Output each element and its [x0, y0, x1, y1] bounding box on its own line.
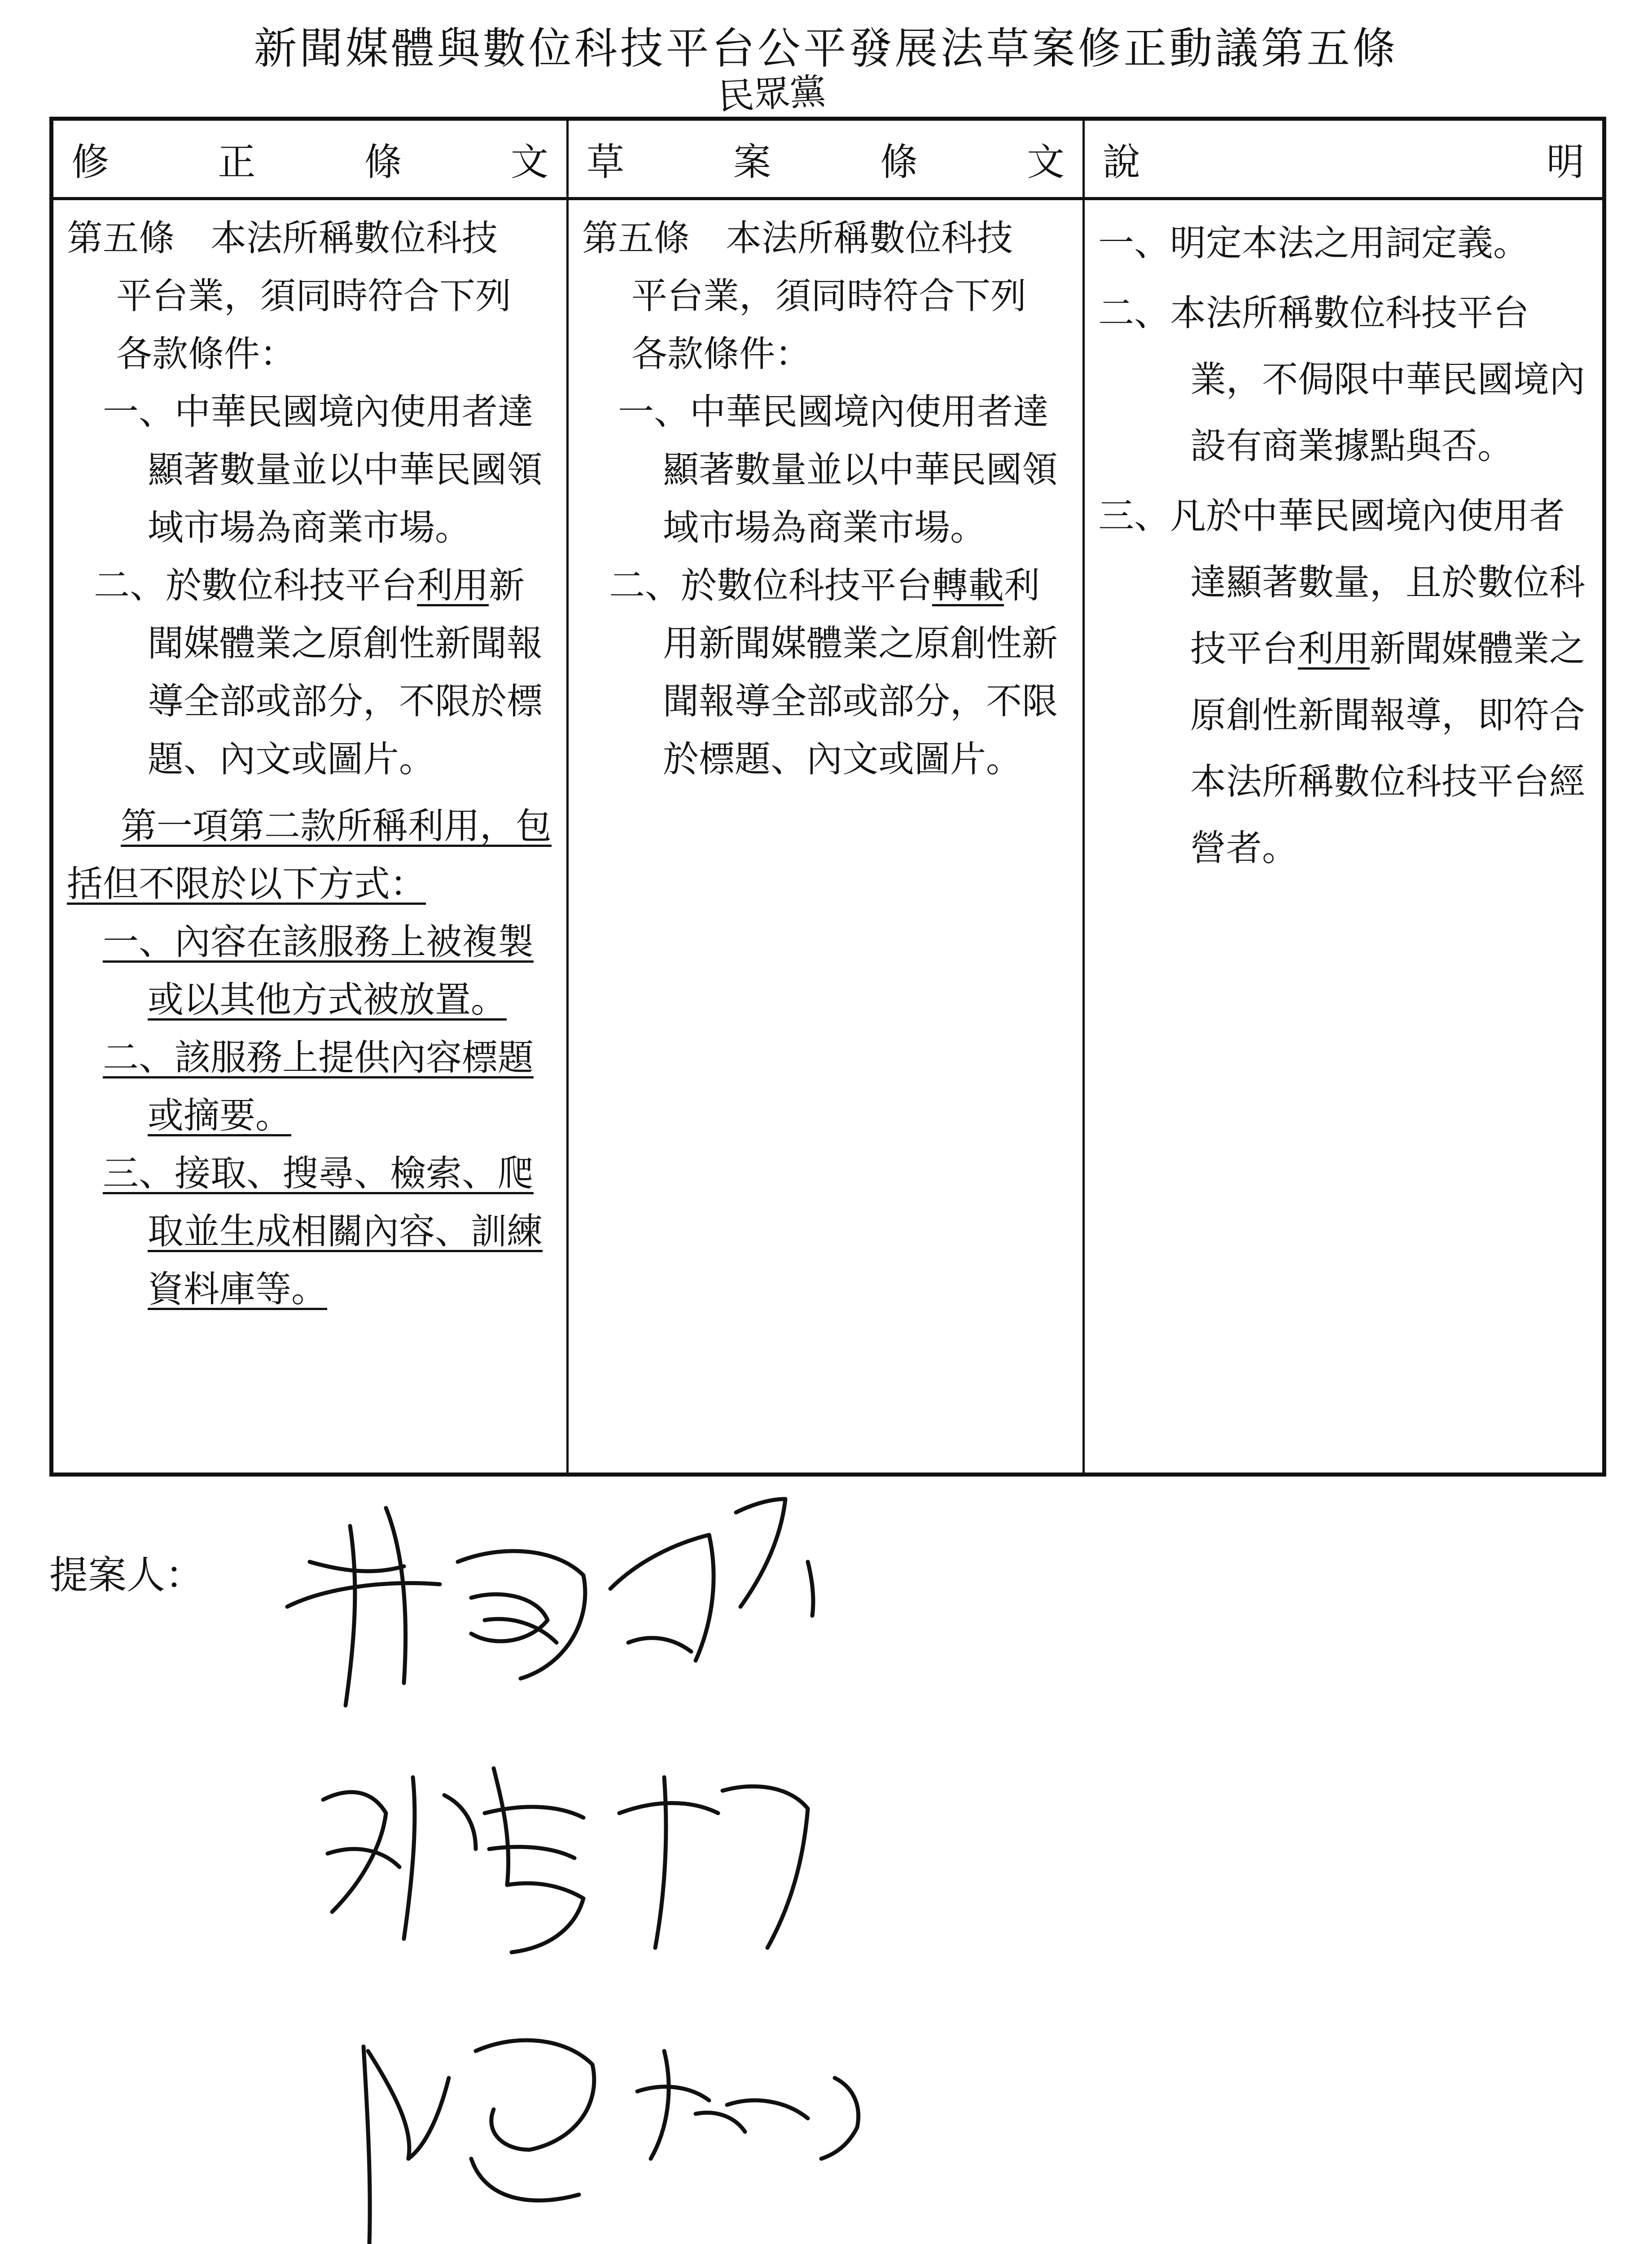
underlined-change: 轉載: [932, 565, 1004, 606]
draft-item-2: 二、於數位科技平台轉載利用新聞媒體業之原創性新聞報導全部或部分，不限於標題、內文或圖片。: [609, 565, 1058, 780]
explanation-2: 二、本法所稱數位科技平台業，不侷限中華民國境內設有商業據點與否。: [1098, 292, 1585, 467]
amended-text-cell: [52, 199, 568, 1475]
amended-line-1: 第五條 本法所稱數位科技: [67, 217, 498, 259]
party-handwritten-note: 民眾黨: [717, 70, 827, 118]
amended-item-1: 一、中華民國境內使用者達顯著數量並以中華民國領域市場為商業市場。: [103, 391, 543, 548]
table-header-row: [52, 119, 1604, 199]
proposer-label: 提案人：: [49, 1553, 204, 1598]
underlined-change: 利用: [1298, 628, 1370, 670]
amended-line-3: 各款條件：: [116, 333, 296, 375]
header-amended: 修 正 條 文: [52, 119, 568, 199]
underlined-change: 利用: [417, 565, 489, 606]
comparison-table: [49, 117, 1606, 1477]
explanation-1: 一、明定本法之用詞定義。: [1098, 222, 1529, 264]
table-body-row: [52, 199, 1604, 1475]
amended-line-2: 平台業，須同時符合下列: [116, 275, 511, 317]
signature-2: [296, 1750, 835, 1966]
signature-3: [323, 1997, 907, 2244]
amended-subitem-2: 二、該服務上提供內容標題或摘要。: [103, 1037, 534, 1136]
header-explanation: 說 明: [1084, 119, 1604, 199]
amended-paragraph-2: 第一項第二款所稱利用，包括但不限於以下方式：: [67, 805, 552, 905]
draft-line-2: 平台業，須同時符合下列: [631, 275, 1026, 317]
document-title: 新聞媒體與數位科技平台公平發展法草案修正動議第五條: [254, 23, 1398, 74]
draft-text-cell: [568, 199, 1084, 1475]
explanation-text-cell: [1084, 199, 1604, 1475]
explanation-3: 三、凡於中華民國境內使用者達顯著數量，且於數位科技平台利用新聞媒體業之原創性新聞報導，即符合本法所稱數位科技平台經營者。: [1098, 495, 1585, 869]
signature-1: [269, 1472, 853, 1723]
amended-item-2: 二、於數位科技平台利用新聞媒體業之原創性新聞報導全部或部分，不限於標題、內文或圖片。: [94, 565, 543, 780]
header-draft: 草 案 條 文: [568, 119, 1084, 199]
amended-subitem-1: 一、內容在該服務上被複製或以其他方式被放置。: [103, 921, 534, 1021]
draft-line-3: 各款條件：: [631, 333, 811, 375]
draft-line-1: 第五條 本法所稱數位科技: [582, 217, 1013, 259]
draft-item-1: 一、中華民國境內使用者達顯著數量並以中華民國領域市場為商業市場。: [618, 391, 1058, 548]
amended-subitem-3: 三、接取、搜尋、檢索、爬取並生成相關內容、訓練資料庫等。: [103, 1153, 543, 1310]
